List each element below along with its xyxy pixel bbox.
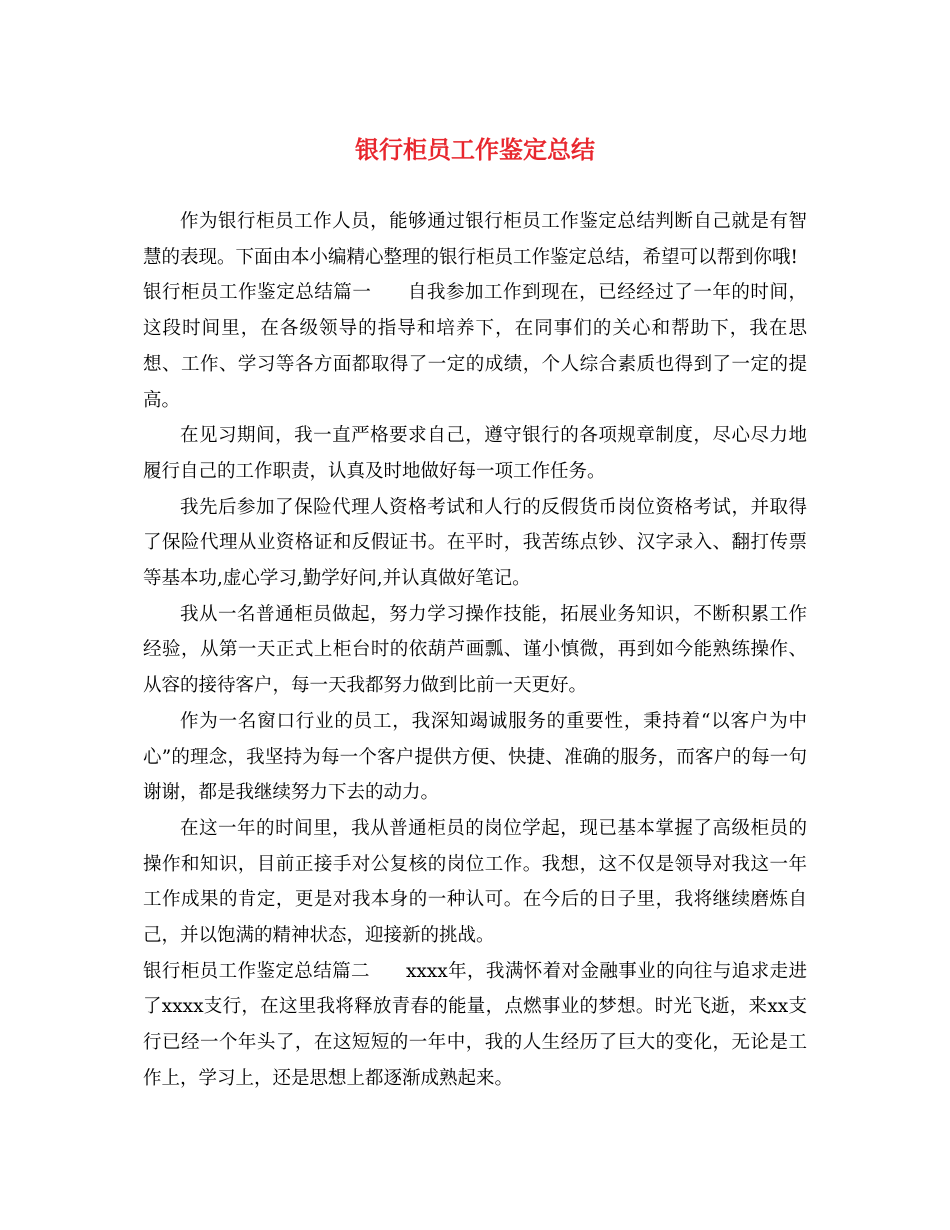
intro-paragraph: 作为银行柜员工作人员，能够通过银行柜员工作鉴定总结判断自己就是有智慧的表现。下面由本小编精心整理的银行柜员工作鉴定总结，希望可以帮到你哦!	[143, 211, 807, 268]
body-paragraph: 在这一年的时间里，我从普通柜员的岗位学起，现已基本掌握了高级柜员的操作和知识，目前正接手对公复核的岗位工作。我想，这不仅是领导对我这一年工作成果的肯定，更是对我本身的一种认可。在今后的日子里，我将继续磨炼自己，并以饱满的精神状态，迎接新的挑战。	[143, 817, 807, 947]
section-one-text: 自我参加工作到现在，已经经过了一年的时间，这段时间里，在各级领导的指导和培养下，在同事们的关心和帮助下，我在思想、工作、学习等各方面都取得了一定的成绩，个人综合素质也得到了一定的提高。	[143, 282, 807, 411]
document-title: 银行柜员工作鉴定总结	[355, 135, 595, 164]
body-paragraph: 作为一名窗口行业的员工，我深知竭诚服务的重要性，秉持着“以客户为中心”的理念，我坚持为每一个客户提供方便、快捷、准确的服务，而客户的每一句谢谢，都是我继续努力下去的动力。	[143, 710, 807, 804]
section-two-paragraph	[143, 954, 807, 1097]
body-paragraph: 我从一名普通柜员做起，努力学习操作技能，拓展业务知识，不断积累工作经验，从第一天正式上柜台时的依葫芦画瓢、谨小慎微，再到如今能熟练操作、从容的接待客户，每一天我都努力做到比前一天更好。	[143, 603, 807, 697]
body-paragraph: 我先后参加了保险代理人资格考试和人行的反假货币岗位资格考试，并取得了保险代理从业资格证和反假证书。在平时，我苦练点钞、汉字录入、翻打传票等基本功,虚心学习,勤学好问,并认真做好笔记。	[143, 496, 807, 590]
section-one-heading: 银行柜员工作鉴定总结篇一	[143, 282, 372, 304]
section-one-paragraph	[143, 275, 807, 418]
section-two-text: xxxx年，我满怀着对金融事业的向往与追求走进了xxxx支行，在这里我将释放青春的能量，点燃事业的梦想。时光飞逝，来xx支行已经一个年头了，在这短短的一年中，我的人生经历了巨大的变化，无论是工作上，学习上，还是思想上都逐渐成熟起来。	[143, 960, 807, 1089]
section-two-heading: 银行柜员工作鉴定总结篇二	[143, 960, 370, 982]
document-body	[143, 204, 807, 1097]
body-paragraph: 在见习期间，我一直严格要求自己，遵守银行的各项规章制度，尽心尽力地履行自己的工作职责，认真及时地做好每一项工作任务。	[143, 425, 807, 482]
